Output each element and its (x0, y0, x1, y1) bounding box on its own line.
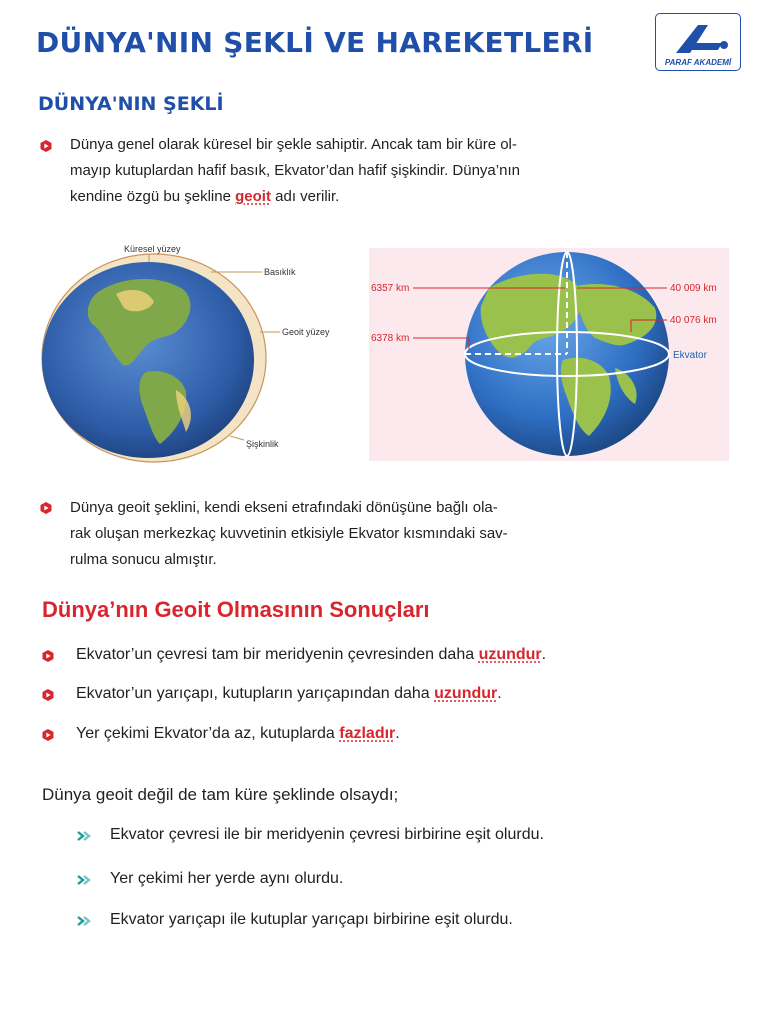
red-hexagon-bullet-icon (40, 502, 52, 514)
highlight-longer: uzundur (434, 685, 498, 702)
highlight-more: fazladır (339, 725, 396, 742)
earth-dimensions-figure (369, 248, 729, 461)
label-equator-circumference: 40 076 km (670, 315, 717, 326)
red-hexagon-bullet-icon (42, 650, 54, 662)
teal-arrow-bullet-icon (76, 874, 92, 886)
label-geoid-surface: Geoit yüzey (282, 327, 330, 337)
paragraph-line: rak oluşan merkezkaç kuvvetinin etkisiyle Ekvator kısmındaki sav- (70, 525, 508, 542)
page-title: DÜNYA'NIN ŞEKLİ VE HAREKETLERİ (36, 26, 594, 59)
label-equator-radius: 6378 km (371, 333, 410, 344)
paragraph-line: mayıp kutuplardan hafif basık, Ekvator’dan hafif şişkindir. Dünya’nın (70, 162, 520, 179)
hypothetical-item: Ekvator yarıçapı ile kutuplar yarıçapı birbirine eşit olurdu. (110, 911, 513, 928)
logo-mark-icon (664, 19, 734, 59)
label-bulge: Şişkinlik (246, 439, 279, 449)
geoid-cause-paragraph (70, 495, 600, 573)
geoid-shape-figure (36, 240, 342, 468)
label-spherical-surface: Küresel yüzey (124, 244, 181, 254)
label-equator: Ekvator (673, 350, 707, 361)
red-hexagon-bullet-icon (40, 140, 52, 152)
label-polar-radius: 6357 km (371, 283, 410, 294)
hypothetical-item: Ekvator çevresi ile bir meridyenin çevresi birbirine eşit olurdu. (110, 826, 544, 843)
teal-arrow-bullet-icon (76, 830, 92, 842)
hypothetical-intro: Dünya geoit değil de tam küre şeklinde olsaydı; (42, 785, 399, 804)
teal-arrow-bullet-icon (76, 915, 92, 927)
shape-paragraph (70, 132, 600, 210)
paragraph-line: rulma sonucu almıştır. (70, 551, 217, 568)
paragraph-line: Dünya genel olarak küresel bir şekle sahiptir. Ancak tam bir küre ol- (70, 136, 517, 153)
red-hexagon-bullet-icon (42, 689, 54, 701)
results-title: Dünya’nın Geoit Olmasının Sonuçları (42, 597, 430, 622)
label-flattening: Basıklık (264, 267, 296, 277)
paraf-akademi-logo (655, 13, 741, 71)
highlight-longer: uzundur (478, 646, 542, 663)
red-hexagon-bullet-icon (42, 729, 54, 741)
result-item: Ekvator’un yarıçapı, kutupların yarıçapından daha uzundur. (76, 685, 502, 702)
paragraph-line: kendine özgü bu şekline geoit adı verilir. (70, 188, 340, 205)
result-item: Ekvator’un çevresi tam bir meridyenin çevresinden daha uzundur. (76, 646, 547, 663)
paragraph-line: Dünya geoit şeklini, kendi ekseni etrafındaki dönüşüne bağlı ola- (70, 499, 498, 516)
highlight-geoit: geoit (235, 188, 271, 205)
hypothetical-item: Yer çekimi her yerde aynı olurdu. (110, 870, 344, 887)
label-meridian-length: 40 009 km (670, 283, 717, 294)
logo-text: PARAF AKADEMİ (664, 58, 732, 67)
result-item: Yer çekimi Ekvator’da az, kutuplarda fazladır. (76, 725, 400, 742)
section-title-shape: DÜNYA'NIN ŞEKLİ (38, 93, 224, 115)
